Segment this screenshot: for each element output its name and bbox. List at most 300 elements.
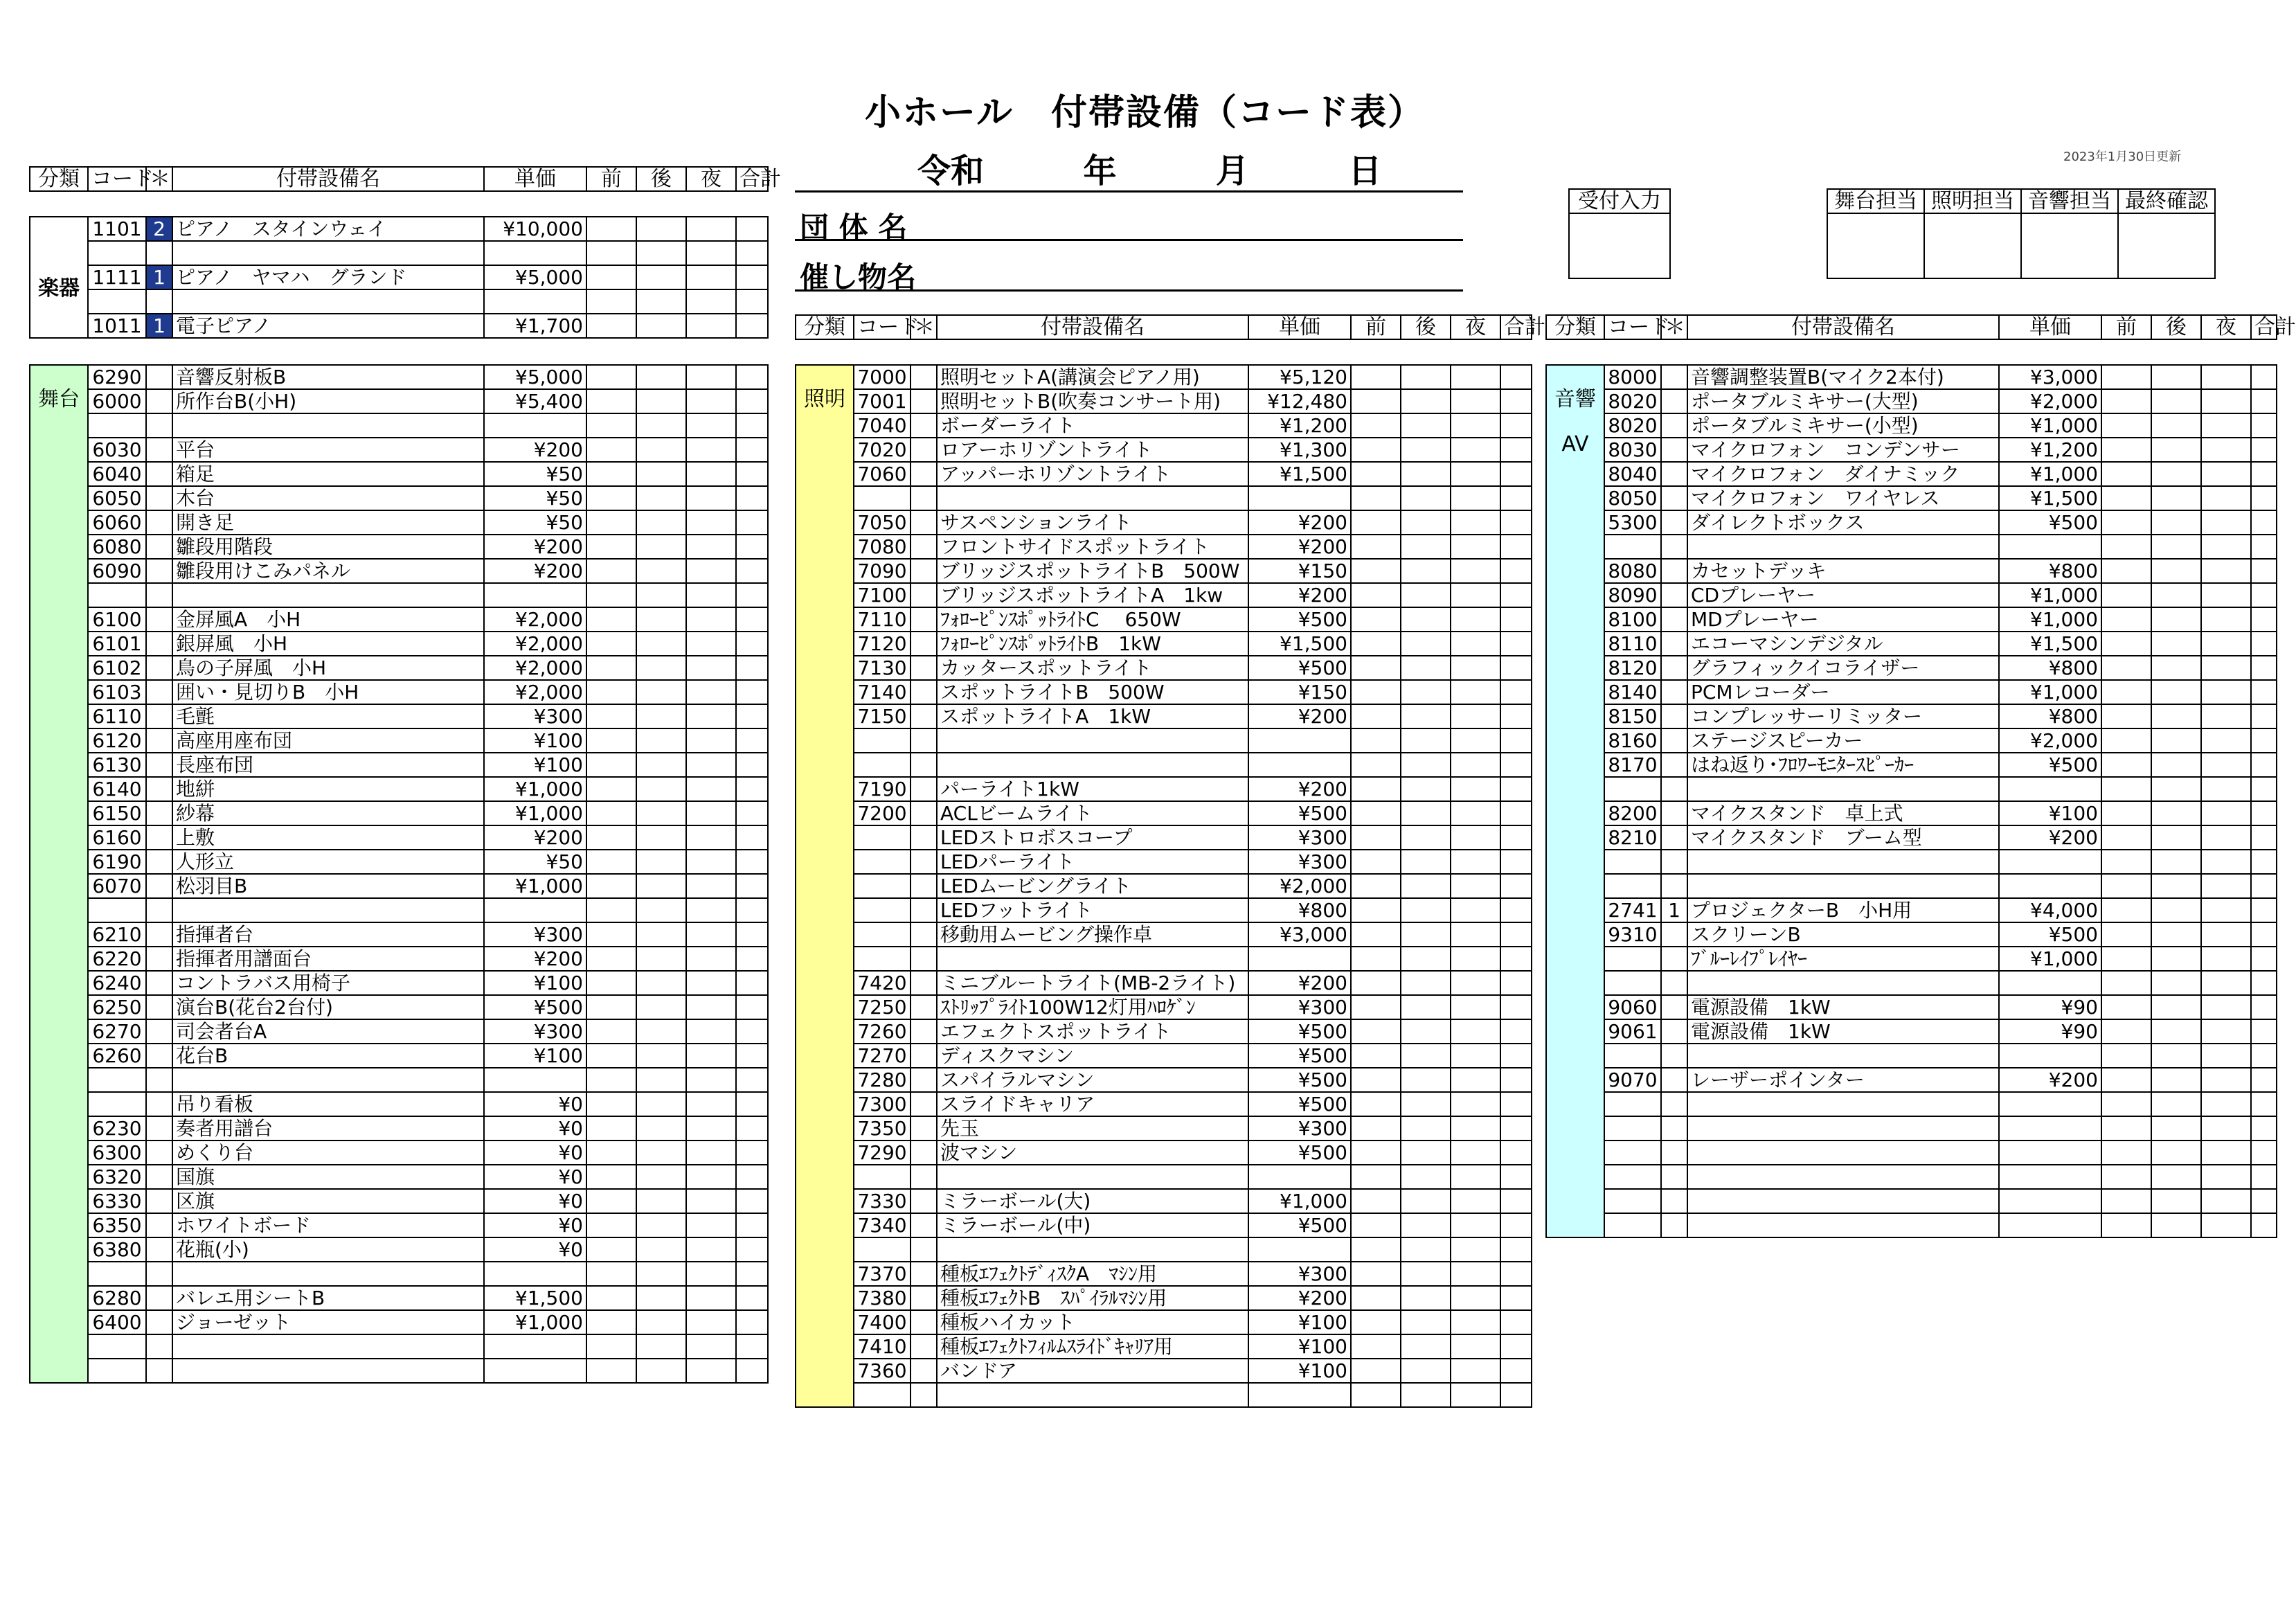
afternoon-cell[interactable] [2151, 510, 2201, 535]
quantity-cell[interactable] [911, 922, 937, 947]
afternoon-cell[interactable] [1401, 1334, 1451, 1359]
afternoon-cell[interactable] [1401, 874, 1451, 898]
morning-cell[interactable] [1351, 680, 1401, 704]
total-cell[interactable] [736, 289, 768, 314]
quantity-cell[interactable] [146, 1019, 172, 1044]
night-cell[interactable] [686, 486, 736, 510]
total-cell[interactable] [1500, 728, 1532, 753]
morning-cell[interactable] [2101, 389, 2151, 413]
morning-cell[interactable] [1351, 462, 1401, 486]
afternoon-cell[interactable] [2151, 704, 2201, 728]
morning-cell[interactable] [1351, 559, 1401, 583]
morning-cell[interactable] [586, 825, 636, 850]
morning-cell[interactable] [2101, 559, 2151, 583]
quantity-cell[interactable] [911, 632, 937, 656]
night-cell[interactable] [686, 1165, 736, 1189]
morning-cell[interactable] [1351, 583, 1401, 607]
morning-cell[interactable] [586, 1262, 636, 1286]
quantity-cell[interactable] [911, 1092, 937, 1116]
quantity-cell[interactable] [911, 462, 937, 486]
quantity-cell[interactable] [1661, 1068, 1687, 1092]
afternoon-cell[interactable] [2151, 1092, 2201, 1116]
afternoon-cell[interactable] [2151, 728, 2201, 753]
night-cell[interactable] [1451, 1310, 1500, 1334]
quantity-cell[interactable] [911, 995, 937, 1019]
total-cell[interactable] [2251, 607, 2277, 632]
afternoon-cell[interactable] [636, 632, 686, 656]
afternoon-cell[interactable] [2151, 1213, 2201, 1237]
morning-cell[interactable] [1351, 1141, 1401, 1165]
night-cell[interactable] [1451, 1068, 1500, 1092]
total-cell[interactable] [736, 656, 768, 680]
total-cell[interactable] [1500, 1213, 1532, 1237]
night-cell[interactable] [686, 680, 736, 704]
quantity-cell[interactable] [1661, 680, 1687, 704]
morning-cell[interactable] [1351, 753, 1401, 777]
night-cell[interactable] [686, 559, 736, 583]
total-cell[interactable] [2251, 486, 2277, 510]
total-cell[interactable] [1500, 825, 1532, 850]
morning-cell[interactable] [2101, 535, 2151, 559]
afternoon-cell[interactable] [1401, 1286, 1451, 1310]
quantity-cell[interactable] [911, 1383, 937, 1407]
quantity-cell[interactable] [1661, 1189, 1687, 1213]
night-cell[interactable] [2201, 753, 2251, 777]
night-cell[interactable] [2201, 365, 2251, 389]
night-cell[interactable] [2201, 801, 2251, 825]
total-cell[interactable] [1500, 1165, 1532, 1189]
afternoon-cell[interactable] [1401, 704, 1451, 728]
night-cell[interactable] [686, 632, 736, 656]
morning-cell[interactable] [586, 1189, 636, 1213]
afternoon-cell[interactable] [636, 265, 686, 289]
total-cell[interactable] [736, 389, 768, 413]
morning-cell[interactable] [586, 241, 636, 265]
afternoon-cell[interactable] [636, 486, 686, 510]
total-cell[interactable] [2251, 1019, 2277, 1044]
afternoon-cell[interactable] [636, 704, 686, 728]
morning-cell[interactable] [1351, 1116, 1401, 1141]
morning-cell[interactable] [586, 389, 636, 413]
morning-cell[interactable] [1351, 1262, 1401, 1286]
night-cell[interactable] [686, 1141, 736, 1165]
total-cell[interactable] [1500, 1286, 1532, 1310]
morning-cell[interactable] [2101, 801, 2151, 825]
morning-cell[interactable] [1351, 510, 1401, 535]
quantity-cell[interactable] [911, 1189, 937, 1213]
total-cell[interactable] [1500, 486, 1532, 510]
night-cell[interactable] [1451, 1019, 1500, 1044]
quantity-cell[interactable] [146, 486, 172, 510]
morning-cell[interactable] [586, 1359, 636, 1383]
morning-cell[interactable] [2101, 922, 2151, 947]
afternoon-cell[interactable] [2151, 1189, 2201, 1213]
quantity-cell[interactable] [911, 535, 937, 559]
afternoon-cell[interactable] [636, 825, 686, 850]
night-cell[interactable] [686, 971, 736, 995]
night-cell[interactable] [686, 510, 736, 535]
stage-staff-cell[interactable] [1827, 213, 1924, 278]
afternoon-cell[interactable] [2151, 753, 2201, 777]
night-cell[interactable] [2201, 1141, 2251, 1165]
morning-cell[interactable] [586, 1141, 636, 1165]
quantity-cell[interactable] [146, 1141, 172, 1165]
night-cell[interactable] [686, 265, 736, 289]
quantity-cell[interactable] [1661, 850, 1687, 874]
morning-cell[interactable] [586, 1334, 636, 1359]
night-cell[interactable] [2201, 413, 2251, 438]
total-cell[interactable] [736, 1237, 768, 1262]
quantity-cell[interactable] [146, 1334, 172, 1359]
lighting-staff-cell[interactable] [1924, 213, 2021, 278]
quantity-cell[interactable] [911, 825, 937, 850]
night-cell[interactable] [2201, 583, 2251, 607]
quantity-cell[interactable] [1661, 704, 1687, 728]
afternoon-cell[interactable] [636, 898, 686, 922]
total-cell[interactable] [1500, 1237, 1532, 1262]
morning-cell[interactable] [2101, 680, 2151, 704]
total-cell[interactable] [2251, 728, 2277, 753]
night-cell[interactable] [686, 850, 736, 874]
afternoon-cell[interactable] [2151, 680, 2201, 704]
quantity-cell[interactable] [1661, 995, 1687, 1019]
quantity-cell[interactable] [1661, 1092, 1687, 1116]
afternoon-cell[interactable] [636, 1189, 686, 1213]
quantity-cell[interactable] [911, 1237, 937, 1262]
total-cell[interactable] [736, 728, 768, 753]
total-cell[interactable] [1500, 607, 1532, 632]
afternoon-cell[interactable] [2151, 971, 2201, 995]
quantity-cell[interactable] [911, 1359, 937, 1383]
afternoon-cell[interactable] [1401, 1310, 1451, 1334]
quantity-cell[interactable] [911, 850, 937, 874]
quantity-cell[interactable] [911, 413, 937, 438]
night-cell[interactable] [1451, 850, 1500, 874]
morning-cell[interactable] [1351, 1068, 1401, 1092]
afternoon-cell[interactable] [1401, 438, 1451, 462]
total-cell[interactable] [1500, 1019, 1532, 1044]
morning-cell[interactable] [1351, 825, 1401, 850]
afternoon-cell[interactable] [1401, 801, 1451, 825]
morning-cell[interactable] [586, 704, 636, 728]
morning-cell[interactable] [586, 289, 636, 314]
morning-cell[interactable] [2101, 728, 2151, 753]
night-cell[interactable] [2201, 777, 2251, 801]
total-cell[interactable] [2251, 874, 2277, 898]
total-cell[interactable] [2251, 389, 2277, 413]
night-cell[interactable] [1451, 1237, 1500, 1262]
night-cell[interactable] [2201, 947, 2251, 971]
quantity-cell[interactable] [911, 728, 937, 753]
total-cell[interactable] [2251, 1141, 2277, 1165]
afternoon-cell[interactable] [2151, 874, 2201, 898]
afternoon-cell[interactable] [1401, 607, 1451, 632]
morning-cell[interactable] [2101, 632, 2151, 656]
morning-cell[interactable] [1351, 438, 1401, 462]
quantity-cell[interactable] [911, 1044, 937, 1068]
morning-cell[interactable] [1351, 971, 1401, 995]
total-cell[interactable] [736, 825, 768, 850]
quantity-cell[interactable] [1661, 1116, 1687, 1141]
afternoon-cell[interactable] [1401, 1383, 1451, 1407]
afternoon-cell[interactable] [1401, 559, 1451, 583]
afternoon-cell[interactable] [1401, 680, 1451, 704]
night-cell[interactable] [1451, 753, 1500, 777]
quantity-cell[interactable] [911, 365, 937, 389]
night-cell[interactable] [1451, 704, 1500, 728]
night-cell[interactable] [1451, 1286, 1500, 1310]
afternoon-cell[interactable] [636, 656, 686, 680]
afternoon-cell[interactable] [1401, 728, 1451, 753]
total-cell[interactable] [736, 995, 768, 1019]
quantity-cell[interactable] [146, 753, 172, 777]
afternoon-cell[interactable] [2151, 947, 2201, 971]
night-cell[interactable] [2201, 535, 2251, 559]
morning-cell[interactable] [2101, 777, 2151, 801]
afternoon-cell[interactable] [636, 1237, 686, 1262]
morning-cell[interactable] [1351, 1019, 1401, 1044]
afternoon-cell[interactable] [1401, 1019, 1451, 1044]
quantity-cell[interactable] [1661, 1165, 1687, 1189]
total-cell[interactable] [736, 413, 768, 438]
total-cell[interactable] [1500, 995, 1532, 1019]
quantity-cell[interactable]: 1 [146, 265, 172, 289]
morning-cell[interactable] [2101, 995, 2151, 1019]
morning-cell[interactable] [586, 947, 636, 971]
morning-cell[interactable] [586, 1019, 636, 1044]
night-cell[interactable] [686, 314, 736, 338]
afternoon-cell[interactable] [636, 389, 686, 413]
quantity-cell[interactable] [146, 510, 172, 535]
total-cell[interactable] [1500, 1044, 1532, 1068]
afternoon-cell[interactable] [2151, 486, 2201, 510]
night-cell[interactable] [1451, 898, 1500, 922]
night-cell[interactable] [2201, 1116, 2251, 1141]
night-cell[interactable] [1451, 801, 1500, 825]
quantity-cell[interactable] [1661, 947, 1687, 971]
total-cell[interactable] [1500, 535, 1532, 559]
quantity-cell[interactable] [911, 1165, 937, 1189]
quantity-cell[interactable] [1661, 559, 1687, 583]
morning-cell[interactable] [586, 535, 636, 559]
afternoon-cell[interactable] [636, 1334, 686, 1359]
afternoon-cell[interactable] [2151, 777, 2201, 801]
total-cell[interactable] [1500, 801, 1532, 825]
night-cell[interactable] [686, 1019, 736, 1044]
night-cell[interactable] [2201, 898, 2251, 922]
afternoon-cell[interactable] [636, 241, 686, 265]
night-cell[interactable] [686, 777, 736, 801]
afternoon-cell[interactable] [636, 1141, 686, 1165]
night-cell[interactable] [686, 1237, 736, 1262]
total-cell[interactable] [736, 1213, 768, 1237]
morning-cell[interactable] [1351, 656, 1401, 680]
quantity-cell[interactable] [146, 922, 172, 947]
night-cell[interactable] [686, 801, 736, 825]
afternoon-cell[interactable] [2151, 898, 2201, 922]
night-cell[interactable] [1451, 825, 1500, 850]
afternoon-cell[interactable] [636, 728, 686, 753]
quantity-cell[interactable] [911, 1262, 937, 1286]
afternoon-cell[interactable] [2151, 1019, 2201, 1044]
total-cell[interactable] [1500, 1262, 1532, 1286]
morning-cell[interactable] [2101, 1116, 2151, 1141]
afternoon-cell[interactable] [2151, 583, 2201, 607]
night-cell[interactable] [686, 1092, 736, 1116]
night-cell[interactable] [1451, 583, 1500, 607]
night-cell[interactable] [2201, 559, 2251, 583]
morning-cell[interactable] [1351, 365, 1401, 389]
quantity-cell[interactable] [1661, 413, 1687, 438]
afternoon-cell[interactable] [1401, 1044, 1451, 1068]
morning-cell[interactable] [2101, 462, 2151, 486]
afternoon-cell[interactable] [2151, 535, 2201, 559]
total-cell[interactable] [736, 1141, 768, 1165]
total-cell[interactable] [1500, 971, 1532, 995]
afternoon-cell[interactable] [636, 874, 686, 898]
morning-cell[interactable] [2101, 704, 2151, 728]
night-cell[interactable] [686, 1213, 736, 1237]
morning-cell[interactable] [2101, 1213, 2151, 1237]
total-cell[interactable] [2251, 656, 2277, 680]
total-cell[interactable] [1500, 1092, 1532, 1116]
morning-cell[interactable] [2101, 971, 2151, 995]
morning-cell[interactable] [586, 314, 636, 338]
night-cell[interactable] [2201, 1189, 2251, 1213]
total-cell[interactable] [2251, 1165, 2277, 1189]
total-cell[interactable] [2251, 1189, 2277, 1213]
night-cell[interactable] [1451, 1334, 1500, 1359]
total-cell[interactable] [1500, 898, 1532, 922]
afternoon-cell[interactable] [1401, 632, 1451, 656]
quantity-cell[interactable] [1661, 1044, 1687, 1068]
night-cell[interactable] [686, 753, 736, 777]
quantity-cell[interactable] [146, 704, 172, 728]
quantity-cell[interactable] [146, 632, 172, 656]
afternoon-cell[interactable] [636, 607, 686, 632]
morning-cell[interactable] [586, 486, 636, 510]
night-cell[interactable] [1451, 1116, 1500, 1141]
afternoon-cell[interactable] [1401, 1092, 1451, 1116]
afternoon-cell[interactable] [1401, 1141, 1451, 1165]
night-cell[interactable] [1451, 1213, 1500, 1237]
morning-cell[interactable] [1351, 801, 1401, 825]
quantity-cell[interactable] [146, 825, 172, 850]
quantity-cell[interactable] [1661, 438, 1687, 462]
afternoon-cell[interactable] [636, 1286, 686, 1310]
quantity-cell[interactable] [146, 971, 172, 995]
morning-cell[interactable] [1351, 1383, 1401, 1407]
total-cell[interactable] [1500, 1359, 1532, 1383]
morning-cell[interactable] [586, 583, 636, 607]
night-cell[interactable] [686, 995, 736, 1019]
reception-stamp-cell[interactable] [1569, 213, 1670, 278]
afternoon-cell[interactable] [2151, 1044, 2201, 1068]
night-cell[interactable] [2201, 874, 2251, 898]
quantity-cell[interactable] [911, 1141, 937, 1165]
total-cell[interactable] [736, 1310, 768, 1334]
total-cell[interactable] [736, 850, 768, 874]
morning-cell[interactable] [586, 680, 636, 704]
morning-cell[interactable] [586, 971, 636, 995]
quantity-cell[interactable] [1661, 728, 1687, 753]
afternoon-cell[interactable] [636, 801, 686, 825]
afternoon-cell[interactable] [1401, 1165, 1451, 1189]
afternoon-cell[interactable] [636, 995, 686, 1019]
morning-cell[interactable] [2101, 413, 2151, 438]
afternoon-cell[interactable] [636, 583, 686, 607]
night-cell[interactable] [2201, 1019, 2251, 1044]
night-cell[interactable] [686, 1262, 736, 1286]
quantity-cell[interactable] [1661, 777, 1687, 801]
quantity-cell[interactable] [146, 680, 172, 704]
quantity-cell[interactable] [146, 850, 172, 874]
afternoon-cell[interactable] [636, 1359, 686, 1383]
afternoon-cell[interactable] [636, 559, 686, 583]
night-cell[interactable] [686, 438, 736, 462]
afternoon-cell[interactable] [2151, 389, 2201, 413]
afternoon-cell[interactable] [636, 1019, 686, 1044]
morning-cell[interactable] [2101, 825, 2151, 850]
total-cell[interactable] [736, 314, 768, 338]
night-cell[interactable] [686, 825, 736, 850]
quantity-cell[interactable] [146, 1116, 172, 1141]
total-cell[interactable] [736, 947, 768, 971]
afternoon-cell[interactable] [1401, 995, 1451, 1019]
afternoon-cell[interactable] [1401, 1262, 1451, 1286]
morning-cell[interactable] [586, 1237, 636, 1262]
quantity-cell[interactable] [146, 1237, 172, 1262]
afternoon-cell[interactable] [636, 462, 686, 486]
morning-cell[interactable] [1351, 898, 1401, 922]
total-cell[interactable] [1500, 389, 1532, 413]
quantity-cell[interactable] [146, 559, 172, 583]
afternoon-cell[interactable] [636, 438, 686, 462]
quantity-cell[interactable] [1661, 632, 1687, 656]
afternoon-cell[interactable] [636, 510, 686, 535]
morning-cell[interactable] [586, 753, 636, 777]
total-cell[interactable] [736, 753, 768, 777]
total-cell[interactable] [2251, 801, 2277, 825]
night-cell[interactable] [1451, 656, 1500, 680]
quantity-cell[interactable] [1661, 801, 1687, 825]
afternoon-cell[interactable] [1401, 850, 1451, 874]
night-cell[interactable] [686, 289, 736, 314]
afternoon-cell[interactable] [1401, 535, 1451, 559]
morning-cell[interactable] [586, 1310, 636, 1334]
night-cell[interactable] [2201, 510, 2251, 535]
quantity-cell[interactable] [146, 801, 172, 825]
night-cell[interactable] [2201, 607, 2251, 632]
quantity-cell[interactable] [1661, 389, 1687, 413]
total-cell[interactable] [736, 1165, 768, 1189]
afternoon-cell[interactable] [2151, 413, 2201, 438]
afternoon-cell[interactable] [2151, 632, 2201, 656]
night-cell[interactable] [686, 462, 736, 486]
quantity-cell[interactable] [1661, 365, 1687, 389]
total-cell[interactable] [1500, 777, 1532, 801]
total-cell[interactable] [736, 898, 768, 922]
total-cell[interactable] [2251, 898, 2277, 922]
afternoon-cell[interactable] [2151, 1165, 2201, 1189]
morning-cell[interactable] [1351, 607, 1401, 632]
afternoon-cell[interactable] [1401, 753, 1451, 777]
quantity-cell[interactable] [911, 1116, 937, 1141]
afternoon-cell[interactable] [2151, 607, 2201, 632]
morning-cell[interactable] [1351, 995, 1401, 1019]
night-cell[interactable] [686, 1286, 736, 1310]
night-cell[interactable] [1451, 413, 1500, 438]
